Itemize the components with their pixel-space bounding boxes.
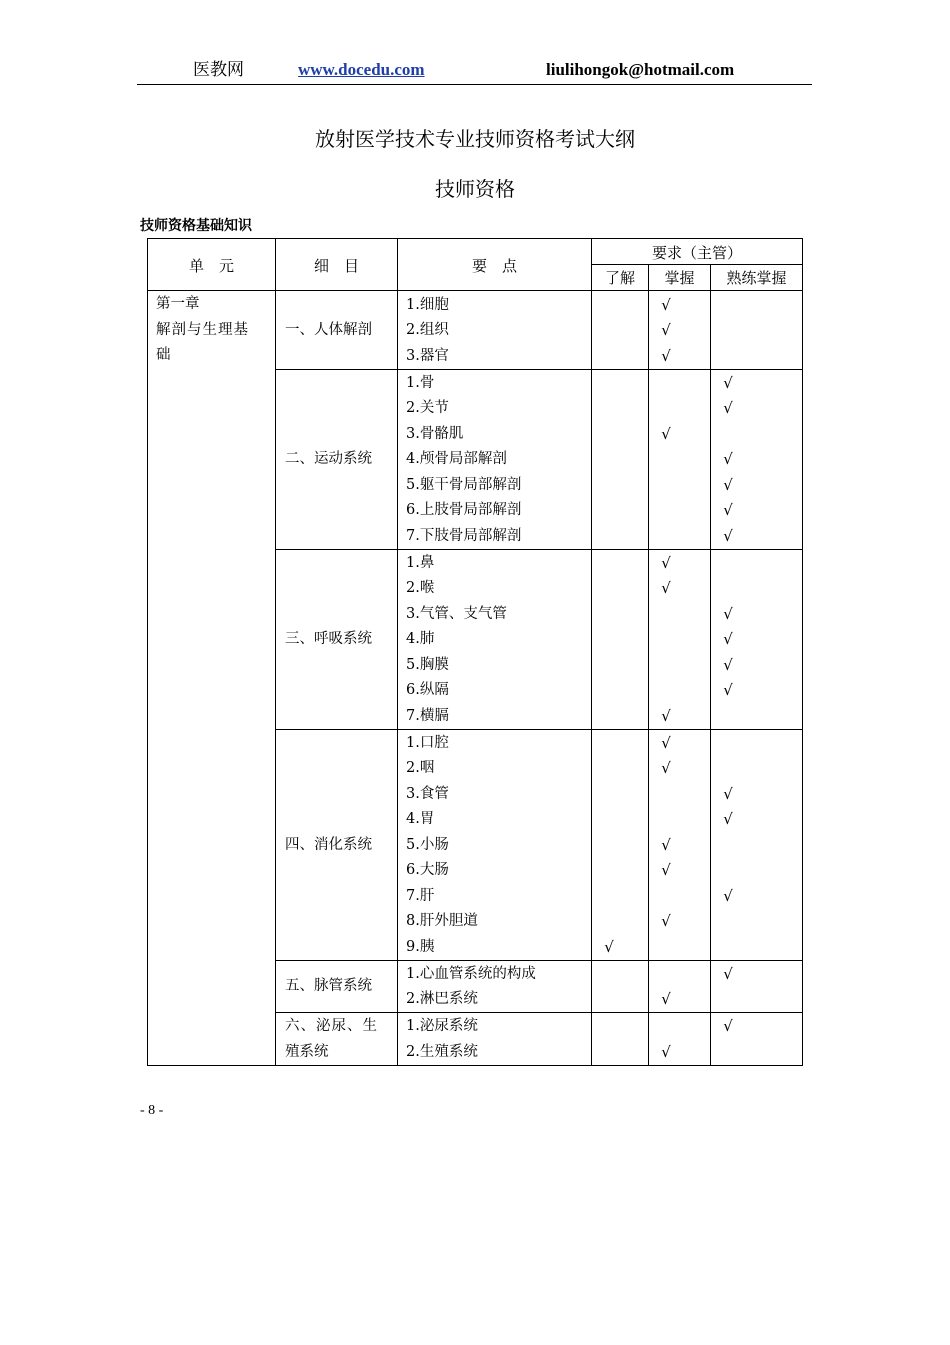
point-text: 1.鼻 xyxy=(406,554,435,571)
check-mark-master: √ xyxy=(661,861,671,879)
check-mark-master: √ xyxy=(661,733,671,752)
check-mark-proficient: √ xyxy=(723,1017,733,1035)
check-mark-master: √ xyxy=(661,912,671,930)
header-divider xyxy=(137,84,812,85)
group-divider xyxy=(275,960,803,961)
item-label-line1: 六、泌尿、生 xyxy=(285,1018,378,1034)
check-mark-proficient: √ xyxy=(723,475,733,494)
check-mark-understand: √ xyxy=(604,937,614,956)
check-mark-proficient: √ xyxy=(723,450,733,468)
page-number: - 8 - xyxy=(140,1103,164,1118)
point-text: 2.咽 xyxy=(406,760,435,776)
point-text: 8.肝外胆道 xyxy=(406,913,478,929)
point-text: 2.喉 xyxy=(406,580,435,596)
check-mark-proficient: √ xyxy=(723,655,733,674)
check-mark-master: √ xyxy=(661,706,671,725)
document-subtitle: 技师资格 xyxy=(435,177,515,201)
point-text: 5.小肠 xyxy=(406,836,449,853)
point-text: 4.颅骨局部解剖 xyxy=(406,451,507,467)
section-title: 技师资格基础知识 xyxy=(140,218,252,234)
col-border-item xyxy=(397,238,398,1066)
check-mark-master: √ xyxy=(661,424,671,443)
col-border-unit xyxy=(275,238,276,1066)
header-unit: 单 元 xyxy=(188,257,234,275)
check-mark-proficient: √ xyxy=(723,681,733,699)
point-text: 2.组织 xyxy=(406,322,449,338)
check-mark-master: √ xyxy=(661,579,671,597)
check-mark-proficient: √ xyxy=(723,886,733,905)
point-text: 5.胸膜 xyxy=(406,656,449,673)
check-mark-master: √ xyxy=(661,759,671,777)
point-text: 3.骨骼肌 xyxy=(406,425,464,442)
group-divider xyxy=(275,1012,803,1013)
col-border-left xyxy=(147,238,148,1066)
header-point: 要 点 xyxy=(471,257,517,275)
point-text: 4.胃 xyxy=(406,811,435,827)
header-item: 细 目 xyxy=(313,257,359,275)
item-label: 一、人体解剖 xyxy=(285,322,372,338)
table-bottom-border xyxy=(147,1065,803,1066)
point-text: 6.大肠 xyxy=(406,862,449,878)
check-mark-proficient: √ xyxy=(723,810,733,828)
point-text: 9.胰 xyxy=(406,938,435,955)
col-border-point xyxy=(591,238,592,1066)
point-text: 1.泌尿系统 xyxy=(406,1018,478,1034)
item-label-line2: 殖系统 xyxy=(285,1043,329,1060)
point-text: 6.纵隔 xyxy=(406,682,449,698)
check-mark-proficient: √ xyxy=(723,399,733,417)
check-mark-master: √ xyxy=(661,346,671,365)
unit-chapter: 第一章 xyxy=(156,296,200,312)
check-mark-proficient: √ xyxy=(723,604,733,623)
check-mark-master: √ xyxy=(661,295,671,314)
document-title: 放射医学技术专业技师资格考试大纲 xyxy=(315,127,635,151)
point-text: 1.骨 xyxy=(406,374,435,391)
item-label: 四、消化系统 xyxy=(285,836,372,853)
point-text: 4.肺 xyxy=(406,631,435,647)
col-border-understand xyxy=(648,264,649,1066)
point-text: 2.淋巴系统 xyxy=(406,991,478,1007)
check-mark-master: √ xyxy=(661,553,671,572)
check-mark-proficient: √ xyxy=(723,501,733,519)
item-label: 二、运动系统 xyxy=(285,451,372,467)
group-divider xyxy=(275,729,803,730)
point-text: 3.气管、支气管 xyxy=(406,605,507,622)
check-mark-proficient: √ xyxy=(723,373,733,392)
point-text: 1.心血管系统的构成 xyxy=(406,965,536,982)
check-mark-proficient: √ xyxy=(723,526,733,545)
point-text: 2.生殖系统 xyxy=(406,1043,478,1060)
point-text: 3.器官 xyxy=(406,347,449,364)
point-text: 7.肝 xyxy=(406,887,435,904)
check-mark-proficient: √ xyxy=(723,784,733,803)
point-text: 2.关节 xyxy=(406,400,449,416)
check-mark-master: √ xyxy=(661,1042,671,1061)
item-label: 五、脉管系统 xyxy=(285,978,372,995)
header-bottom-rule xyxy=(147,290,803,291)
check-mark-master: √ xyxy=(661,990,671,1008)
unit-name-line2: 础 xyxy=(156,347,171,363)
point-text: 7.下肢骨局部解剖 xyxy=(406,527,522,544)
point-text: 1.口腔 xyxy=(406,734,449,751)
check-mark-master: √ xyxy=(661,835,671,854)
header-proficient: 熟练掌握 xyxy=(726,269,787,287)
col-border-master xyxy=(710,264,711,1066)
point-text: 5.躯干骨局部解剖 xyxy=(406,476,522,493)
header-requirement: 要求（主管） xyxy=(651,244,742,262)
header-understand: 了解 xyxy=(604,269,635,287)
table-top-border xyxy=(147,238,803,239)
unit-name-line1: 解剖与生理基 xyxy=(156,322,249,338)
point-text: 7.横膈 xyxy=(406,707,449,724)
col-border-right xyxy=(802,238,803,1066)
group-divider xyxy=(275,369,803,370)
item-label: 三、呼吸系统 xyxy=(285,631,372,647)
point-text: 6.上肢骨局部解剖 xyxy=(406,502,522,518)
header-url-link[interactable]: www.docedu.com xyxy=(298,60,425,79)
point-text: 3.食管 xyxy=(406,785,449,802)
check-mark-master: √ xyxy=(661,321,671,339)
header-master: 掌握 xyxy=(664,269,695,287)
check-mark-proficient: √ xyxy=(723,964,733,983)
check-mark-proficient: √ xyxy=(723,630,733,648)
header-site-name: 医教网 xyxy=(193,60,244,80)
header-email: liulihongok@hotmail.com xyxy=(546,60,735,79)
point-text: 1.细胞 xyxy=(406,296,449,313)
